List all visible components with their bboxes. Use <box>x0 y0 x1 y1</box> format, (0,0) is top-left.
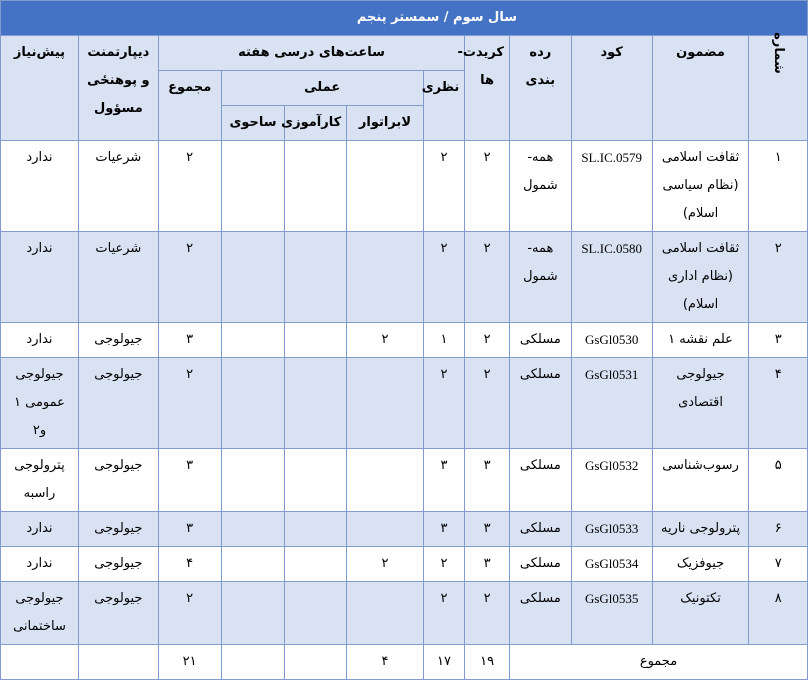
category-cell: همه-شمول <box>509 141 571 232</box>
credits-cell: ٢ <box>465 358 510 449</box>
totals-field <box>221 645 285 680</box>
credits-cell: ٢ <box>465 323 510 358</box>
prerequisite-cell: ندارد <box>1 547 79 582</box>
header-credits: کریدت-ها <box>465 36 510 141</box>
total-cell: ٢ <box>158 358 221 449</box>
table-row <box>1 582 808 645</box>
prerequisite-cell: ندارد <box>1 323 79 358</box>
department-cell: جیولوجی <box>78 449 158 512</box>
row-number: ٣ <box>749 323 808 358</box>
subject-cell: ثقافت اسلامی (نظام سیاسی اسلام) <box>652 141 749 232</box>
total-cell: ٢ <box>158 141 221 232</box>
theory-cell: ٣ <box>423 449 465 512</box>
category-cell: مسلکی <box>509 449 571 512</box>
total-cell: ٣ <box>158 323 221 358</box>
category-cell: مسلکی <box>509 358 571 449</box>
credits-cell: ٢ <box>465 582 510 645</box>
table-title: سال سوم / سمستر پنجم <box>1 1 808 36</box>
header-row-1 <box>1 36 808 71</box>
prerequisite-cell: پترولوجی راسبه <box>1 449 79 512</box>
field-cell <box>221 358 285 449</box>
code-cell: GsGl0534 <box>571 547 652 582</box>
totals-row <box>1 645 808 680</box>
header-total: مجموع <box>158 71 221 141</box>
credits-cell: ٢ <box>465 141 510 232</box>
credits-cell: ٣ <box>465 547 510 582</box>
header-practical: عملی <box>221 71 423 106</box>
prerequisite-cell: جیولوجی ساختمانی <box>1 582 79 645</box>
subject-cell: جیوفزیک <box>652 547 749 582</box>
theory-cell: ٢ <box>423 232 465 323</box>
theory-cell: ٢ <box>423 141 465 232</box>
subject-cell: رسوب‌شناسی <box>652 449 749 512</box>
lab-cell <box>347 141 424 232</box>
credits-cell: ٣ <box>465 512 510 547</box>
lab-cell: ٢ <box>347 323 424 358</box>
row-number: ۴ <box>749 358 808 449</box>
workshop-cell <box>285 547 347 582</box>
field-cell <box>221 582 285 645</box>
department-cell: جیولوجی <box>78 582 158 645</box>
field-cell <box>221 449 285 512</box>
total-cell: ٢ <box>158 232 221 323</box>
header-field: ساحوی <box>221 106 285 141</box>
total-cell: ٣ <box>158 512 221 547</box>
code-cell: SL.IC.0580 <box>571 232 652 323</box>
category-cell: مسلکی <box>509 582 571 645</box>
workshop-cell <box>285 582 347 645</box>
lab-cell <box>347 582 424 645</box>
department-cell: جیولوجی <box>78 512 158 547</box>
category-cell: مسلکی <box>509 547 571 582</box>
department-cell: شرعیات <box>78 232 158 323</box>
header-prerequisite: پیش‌نیاز <box>1 36 79 141</box>
category-cell: همه-شمول <box>509 232 571 323</box>
code-cell: GsGl0533 <box>571 512 652 547</box>
totals-total: ٢١ <box>158 645 221 680</box>
header-number: شماره <box>749 36 808 141</box>
table-row <box>1 358 808 449</box>
credits-cell: ٣ <box>465 449 510 512</box>
totals-workshop <box>285 645 347 680</box>
department-cell: جیولوجی <box>78 323 158 358</box>
row-number: ۶ <box>749 512 808 547</box>
category-cell: مسلکی <box>509 512 571 547</box>
totals-department <box>78 645 158 680</box>
theory-cell: ١ <box>423 323 465 358</box>
totals-theory: ١٧ <box>423 645 465 680</box>
workshop-cell <box>285 358 347 449</box>
row-number: ٢ <box>749 232 808 323</box>
totals-credits: ١٩ <box>465 645 510 680</box>
header-theory: نظری <box>423 71 465 141</box>
lab-cell <box>347 358 424 449</box>
prerequisite-cell: ندارد <box>1 232 79 323</box>
totals-label: مجموع <box>509 645 807 680</box>
theory-cell: ٢ <box>423 582 465 645</box>
row-number: ٧ <box>749 547 808 582</box>
header-workshop: کارآموزی <box>285 106 347 141</box>
department-cell: جیولوجی <box>78 547 158 582</box>
department-cell: جیولوجی <box>78 358 158 449</box>
row-number: ۵ <box>749 449 808 512</box>
lab-cell <box>347 449 424 512</box>
row-number: ٨ <box>749 582 808 645</box>
totals-lab: ۴ <box>347 645 424 680</box>
lab-cell: ٢ <box>347 547 424 582</box>
prerequisite-cell: جیولوجی عمومی ١ و٢ <box>1 358 79 449</box>
table-row <box>1 449 808 512</box>
category-cell: مسلکی <box>509 323 571 358</box>
subject-cell: ثقافت اسلامی (نظام اداری اسلام) <box>652 232 749 323</box>
department-cell: شرعیات <box>78 141 158 232</box>
row-number: ١ <box>749 141 808 232</box>
workshop-cell <box>285 141 347 232</box>
field-cell <box>221 232 285 323</box>
header-category: رده بندی <box>509 36 571 141</box>
workshop-cell <box>285 449 347 512</box>
subject-cell: تکتونیک <box>652 582 749 645</box>
code-cell: SL.IC.0579 <box>571 141 652 232</box>
table-row <box>1 232 808 323</box>
code-cell: GsGl0535 <box>571 582 652 645</box>
theory-cell: ٢ <box>423 547 465 582</box>
field-cell <box>221 512 285 547</box>
subject-cell: علم نقشه ١ <box>652 323 749 358</box>
credits-cell: ٢ <box>465 232 510 323</box>
lab-cell <box>347 512 424 547</box>
title-row <box>1 1 808 36</box>
code-cell: GsGl0530 <box>571 323 652 358</box>
workshop-cell <box>285 512 347 547</box>
header-subject: مضمون <box>652 36 749 141</box>
workshop-cell <box>285 323 347 358</box>
table-row <box>1 141 808 232</box>
code-cell: GsGl0531 <box>571 358 652 449</box>
header-code: کود <box>571 36 652 141</box>
theory-cell: ٣ <box>423 512 465 547</box>
prerequisite-cell: ندارد <box>1 512 79 547</box>
subject-cell: پترولوجی ناریه <box>652 512 749 547</box>
totals-prerequisite <box>1 645 79 680</box>
header-lab: لابراتوار <box>347 106 424 141</box>
total-cell: ۴ <box>158 547 221 582</box>
field-cell <box>221 547 285 582</box>
table-row <box>1 547 808 582</box>
table-row <box>1 323 808 358</box>
theory-cell: ٢ <box>423 358 465 449</box>
total-cell: ٣ <box>158 449 221 512</box>
table-row <box>1 512 808 547</box>
subject-cell: جیولوجی اقتصادی <box>652 358 749 449</box>
workshop-cell <box>285 232 347 323</box>
field-cell <box>221 141 285 232</box>
field-cell <box>221 323 285 358</box>
code-cell: GsGl0532 <box>571 449 652 512</box>
header-weekly-hours: ساعت‌های درسی هفته <box>158 36 465 71</box>
prerequisite-cell: ندارد <box>1 141 79 232</box>
lab-cell <box>347 232 424 323</box>
header-department: دیپارتمنت و پوهنځی مسؤول <box>78 36 158 141</box>
total-cell: ٢ <box>158 582 221 645</box>
